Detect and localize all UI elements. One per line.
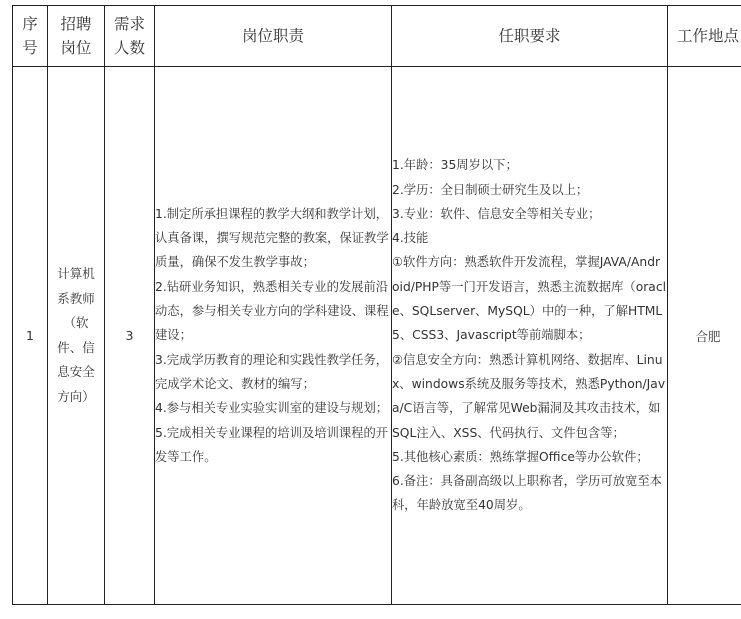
header-index-line-2: 号 <box>22 39 38 57</box>
duty-item: 4.参与相关专业实验实训室的建设与规划； <box>155 401 389 416</box>
header-requirements: 任职要求 <box>392 6 668 67</box>
job-table <box>12 5 741 605</box>
requirement-item: 4.技能 <box>392 231 429 246</box>
requirement-item: 6.备注：具备副高级以上职称者，学历可放宽至本科，年龄放宽至40周岁。 <box>392 474 662 513</box>
requirement-item: ②信息安全方向：熟悉计算机网络、数据库、Linux、windows系统及服务等技术，熟悉Python/Java/C语言等，了解常见Web漏洞及其攻击技术，如SQL注入、XSS、代码执行、文件包含等； <box>392 352 666 440</box>
duty-item: 1.制定所承担课程的教学大纲和教学计划，认真备课，撰写规范完整的教案，保证教学质量，确保不发生教学事故； <box>155 206 389 270</box>
cell-location: 合肥 <box>668 67 741 605</box>
header-position-line-1: 招聘 <box>60 15 92 33</box>
header-position-line-2: 岗位 <box>60 39 92 57</box>
header-index-line-1: 序 <box>22 15 38 33</box>
header-duties: 岗位职责 <box>155 6 392 67</box>
header-index <box>13 6 48 67</box>
position-line: （软 <box>63 315 89 330</box>
requirement-item: ①软件方向：熟悉软件开发流程，掌握JAVA/Android/PHP等一门开发语言，熟悉主流数据库（oracle、SQLserver、MySQL）中的一种，了解HTML5、CSS3、Javascript等前端脚本； <box>392 255 667 343</box>
duty-item: 5.完成相关专业课程的培训及培训课程的开发等工作。 <box>155 425 389 464</box>
cell-count: 3 <box>105 67 155 605</box>
table-header-row <box>13 6 741 67</box>
requirement-item: 3.专业：软件、信息安全等相关专业； <box>392 206 601 221</box>
table-row <box>13 67 741 605</box>
position-line: 息安全 <box>57 364 95 379</box>
position-line: 系教师 <box>57 290 95 306</box>
cell-duties <box>155 67 392 605</box>
requirement-item: 5.其他核心素质：熟练掌握Office等办公软件； <box>392 449 649 464</box>
cell-index: 1 <box>13 67 48 605</box>
position-line: 方向） <box>57 388 95 404</box>
header-position <box>48 6 105 67</box>
position-line: 件、信 <box>57 339 95 355</box>
header-count <box>105 6 155 67</box>
duty-item: 2.钻研业务知识，熟悉相关专业的发展前沿动态，参与相关专业方向的学科建设、课程建设； <box>155 279 389 343</box>
header-location: 工作地点 <box>668 6 741 67</box>
requirement-item: 1.年龄：35周岁以下； <box>392 158 518 173</box>
duty-item: 3.完成学历教育的理论和实践性教学任务，完成学术论文、教材的编写； <box>155 352 389 391</box>
header-count-line-2: 人数 <box>113 39 145 57</box>
position-line: 计算机 <box>57 266 95 281</box>
requirement-item: 2.学历：全日制硕士研究生及以上； <box>392 182 589 197</box>
header-count-line-1: 需求 <box>113 15 145 33</box>
cell-position <box>48 67 105 605</box>
cell-requirements <box>392 67 668 605</box>
